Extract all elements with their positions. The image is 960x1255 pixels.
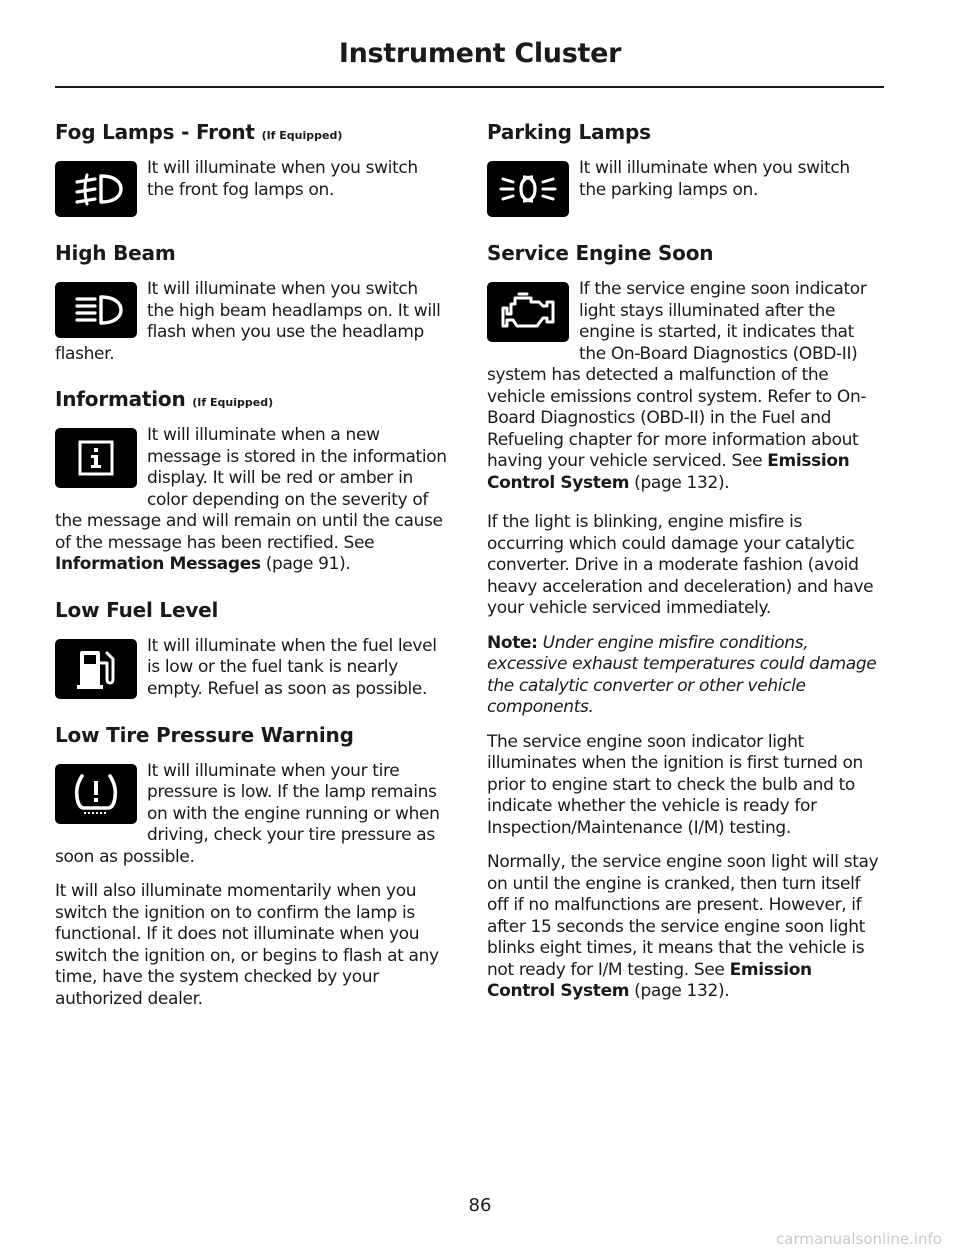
tire-pressure-icon (55, 764, 137, 824)
check-engine-icon (487, 282, 569, 342)
information-block (55, 425, 447, 576)
page-header-title: Instrument Cluster (338, 38, 622, 69)
header-rule (55, 86, 884, 88)
right-column (487, 120, 879, 1025)
section-title-information: Information (If Equipped) (55, 387, 274, 411)
service-engine-para-4: Normally, the service engine soon light will stay on until the engine is cranked, then turn itself off if no malfunctions are present. However, if after 15 seconds the service engine soon light blinks eight times, it means that the vehicle is not ready for I/M testing. See Emission Control System (page 132). (487, 852, 879, 1001)
emission-control-system-link[interactable]: Emission Control System (487, 451, 850, 493)
qualifier-if-equipped: (If Equipped) (192, 396, 274, 409)
emission-control-system-link-2[interactable]: Emission Control System (487, 959, 812, 1001)
page-number: 86 (468, 1195, 492, 1216)
service-engine-para-3: The service engine soon indicator light illuminates when the ignition is first turned on prior to engine start to check the bulb and to indicate whether the vehicle is ready for Inspection/Maintenance (I/M) testing. (487, 731, 863, 838)
parking-lamps-block (487, 158, 879, 219)
parking-lamps-text: It will illuminate when you switch the parking lamps on. (579, 158, 850, 200)
section-title-low-fuel: Low Fuel Level (55, 597, 219, 622)
section-high-beam (55, 241, 447, 365)
section-information (55, 387, 447, 576)
section-title-high-beam: High Beam (55, 241, 176, 265)
section-title-low-tire: Low Tire Pressure Warning (55, 722, 354, 747)
section-parking-lamps (487, 120, 879, 219)
front-fog-lamp-icon (55, 161, 137, 217)
information-icon (55, 428, 137, 488)
fuel-pump-icon (55, 639, 137, 699)
note-text: Under engine misfire conditions, excessive exhaust temperatures could damage the catalytic converter or other vehicle components. (487, 632, 877, 717)
service-engine-block (487, 279, 879, 494)
low-fuel-text: It will illuminate when the fuel level is low or the fuel tank is nearly empty. Refuel as soon as possible. (147, 635, 437, 699)
low-fuel-block (55, 636, 447, 701)
section-low-fuel (55, 598, 447, 701)
service-engine-text: If the service engine soon indicator light stays illuminated after the engine is started, it indicates that the On-Board Diagnostics (OBD-II) system has detected a malfunction of the vehicle emissions control system. Refer to On-Board Diagnostics (OBD-II) in the Fuel and Refueling chapter for more information about having your vehicle serviced. See Emission Control System (page 132). (487, 279, 867, 493)
service-engine-note (487, 633, 879, 719)
low-tire-text: It will illuminate when your tire pressure is low. If the lamp remains on with the engine running or when driving, check your tire pressure as soon as possible. (55, 760, 440, 867)
fog-lamps-text: It will illuminate when you switch the front fog lamps on. (147, 158, 418, 200)
section-title-service-engine: Service Engine Soon (487, 241, 714, 265)
section-title-fog-lamps: Fog Lamps - Front (If Equipped) (55, 120, 343, 144)
parking-lamps-icon (487, 161, 569, 217)
fog-lamps-block (55, 158, 447, 219)
high-beam-text: It will illuminate when you switch the high beam headlamps on. It will flash when you use the headlamp flasher. (55, 279, 441, 364)
high-beam-block (55, 279, 447, 365)
information-messages-link[interactable]: Information Messages (55, 554, 261, 574)
section-title-parking-lamps: Parking Lamps (487, 120, 651, 144)
section-fog-lamps (55, 120, 447, 219)
left-column (55, 120, 447, 1032)
information-text: It will illuminate when a new message is stored in the information display. It will be red or amber in color depending on the severity of the message and will remain on until the cause of the message has been rectified. See Information Messages (page 91). (55, 425, 447, 574)
watermark: carmanualsonline.info (776, 1230, 942, 1248)
note-label: Note: (487, 632, 538, 653)
low-tire-block (55, 761, 447, 869)
section-service-engine (487, 241, 879, 1003)
service-engine-para-2: If the light is blinking, engine misfire is occurring which could damage your catalytic converter. Drive in a moderate fashion (avoid heavy acceleration and deceleration) and have your vehicle serviced immediately. (487, 512, 874, 618)
high-beam-icon (55, 282, 137, 338)
section-low-tire (55, 723, 447, 1011)
low-tire-text-2: It will also illuminate momentarily when you switch the ignition on to confirm the lamp is functional. If it does not illuminate when you switch the ignition on, or begins to flash at any time, have the system checked by your authorized dealer. (55, 881, 439, 1009)
qualifier-if-equipped: (If Equipped) (261, 129, 343, 142)
